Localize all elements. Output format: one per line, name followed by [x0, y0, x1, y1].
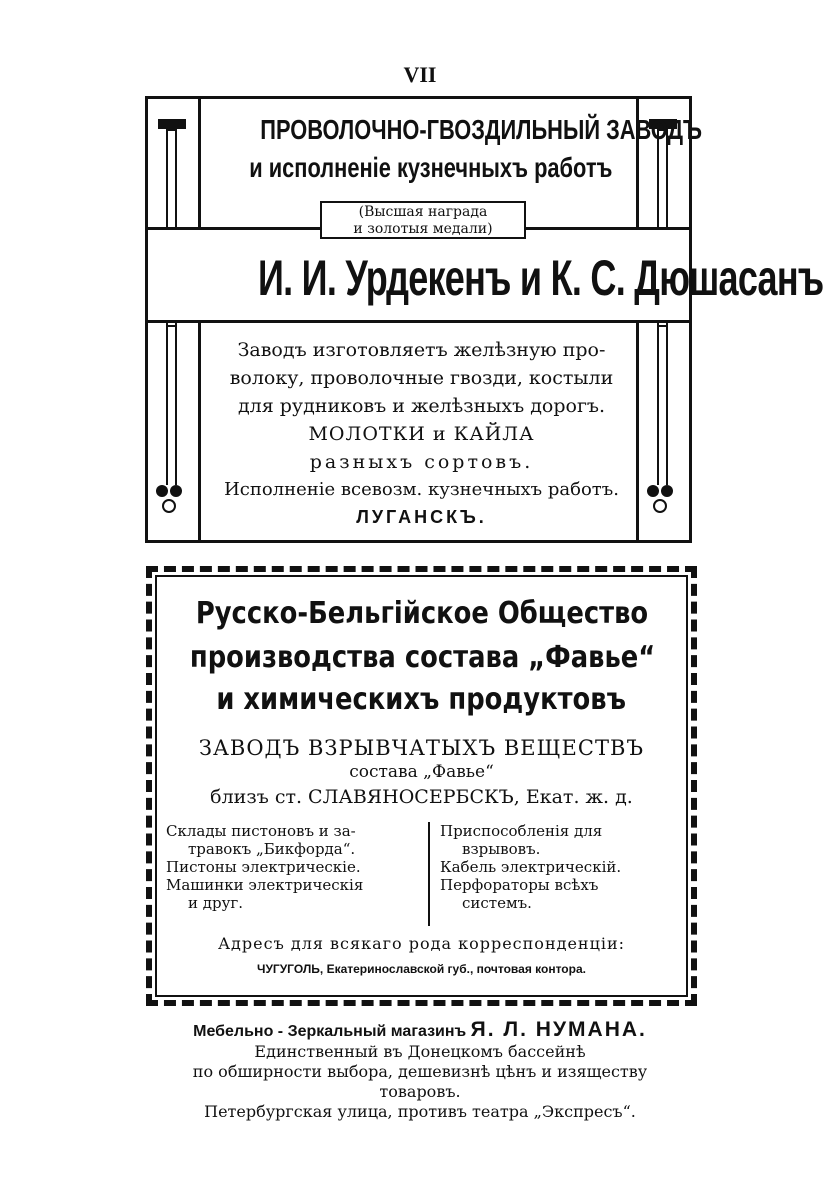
ad2-factory-line: ЗАВОДЪ ВЗРЫВЧАТЫХЪ ВЕЩЕСТВЪ: [198, 736, 645, 760]
page-number: VII: [403, 62, 437, 87]
ad2-location-line: близъ ст. СЛАВЯНОСЕРБСКЪ, Екат. ж. д.: [210, 786, 633, 808]
furniture-store-heading: [0, 1018, 840, 1042]
company-owners: И. И. Урдекенъ и К. С. Дюшасанъ: [257, 250, 824, 306]
products-right-column: [440, 822, 677, 912]
list-item: Кабель электрическій.: [440, 858, 622, 876]
ad2-title-1: Русско-Бельгійское Общество: [195, 596, 648, 631]
column-divider: [428, 822, 430, 926]
award-line-1: (Высшая награда: [358, 204, 488, 220]
footer-line-2: Единственный въ Донецкомъ бассейнѣ: [254, 1042, 586, 1061]
ad1-subheadline: и исполненіе кузнечныхъ работъ: [249, 152, 613, 183]
ad1-city: ЛУГАНСКЪ.: [356, 507, 487, 527]
footer-line-4: товаровъ.: [379, 1082, 461, 1101]
award-box: [320, 201, 526, 239]
store-type: Мебельно - Зеркальный магазинъ: [193, 1023, 467, 1040]
products-left-column: [166, 822, 418, 912]
list-item: и друг.: [188, 894, 244, 912]
ad1-desc-1: Заводъ изготовляетъ желѣзную про-: [237, 339, 606, 361]
ad-wire-nail-factory: [145, 96, 824, 543]
list-item: Приспособленія для: [440, 822, 603, 840]
ad1-desc-5: разныхъ сортовъ.: [309, 451, 534, 473]
ad1-desc-6: Исполненіе всевозм. кузнечныхъ работъ.: [224, 479, 619, 500]
ad2-title-2: производства состава „Фавье“: [189, 640, 656, 675]
list-item: Пистоны электрическіе.: [166, 858, 361, 876]
ad2-address-heading: Адресъ для всякаго рода корреспонденціи:: [217, 934, 626, 953]
footer-line-3: по обширности выбора, дешевизнѣ цѣнъ и изяществу: [192, 1062, 648, 1081]
footer-line-5: Петербургская улица, противъ театра „Экспресъ“.: [204, 1102, 636, 1121]
ad1-desc-2: волоку, проволочные гвозди, костыли: [229, 367, 614, 389]
ad1-desc-3: для рудниковъ и желѣзныхъ дорогъ.: [237, 395, 606, 417]
list-item: Склады пистоновъ и за-: [166, 822, 356, 840]
list-item: системъ.: [462, 894, 532, 912]
ad1-headline: ПРОВОЛОЧНО-ГВОЗДИЛЬНЫЙ ЗАВОДЪ: [260, 114, 703, 145]
store-owner: Я. Л. НУМАНА.: [470, 1018, 647, 1041]
list-item: травокъ „Бикфорда“.: [188, 840, 356, 858]
list-item: Машинки электрическія: [166, 876, 364, 894]
list-item: Перфораторы всѣхъ: [440, 876, 599, 894]
ad-explosives-company: [146, 566, 697, 1006]
ad1-desc-4: МОЛОТКИ и КАЙЛА: [308, 423, 535, 445]
ad2-composition-line: состава „Фавье“: [349, 762, 494, 782]
products-columns: [166, 822, 677, 930]
award-line-2: и золотыя медали): [353, 221, 493, 237]
ad2-address: ЧУГУГОЛЬ, Екатеринославской губ., почтовая контора.: [257, 962, 586, 976]
ad2-title-3: и химическихъ продуктовъ: [216, 682, 627, 717]
list-item: взрывовъ.: [462, 840, 541, 858]
